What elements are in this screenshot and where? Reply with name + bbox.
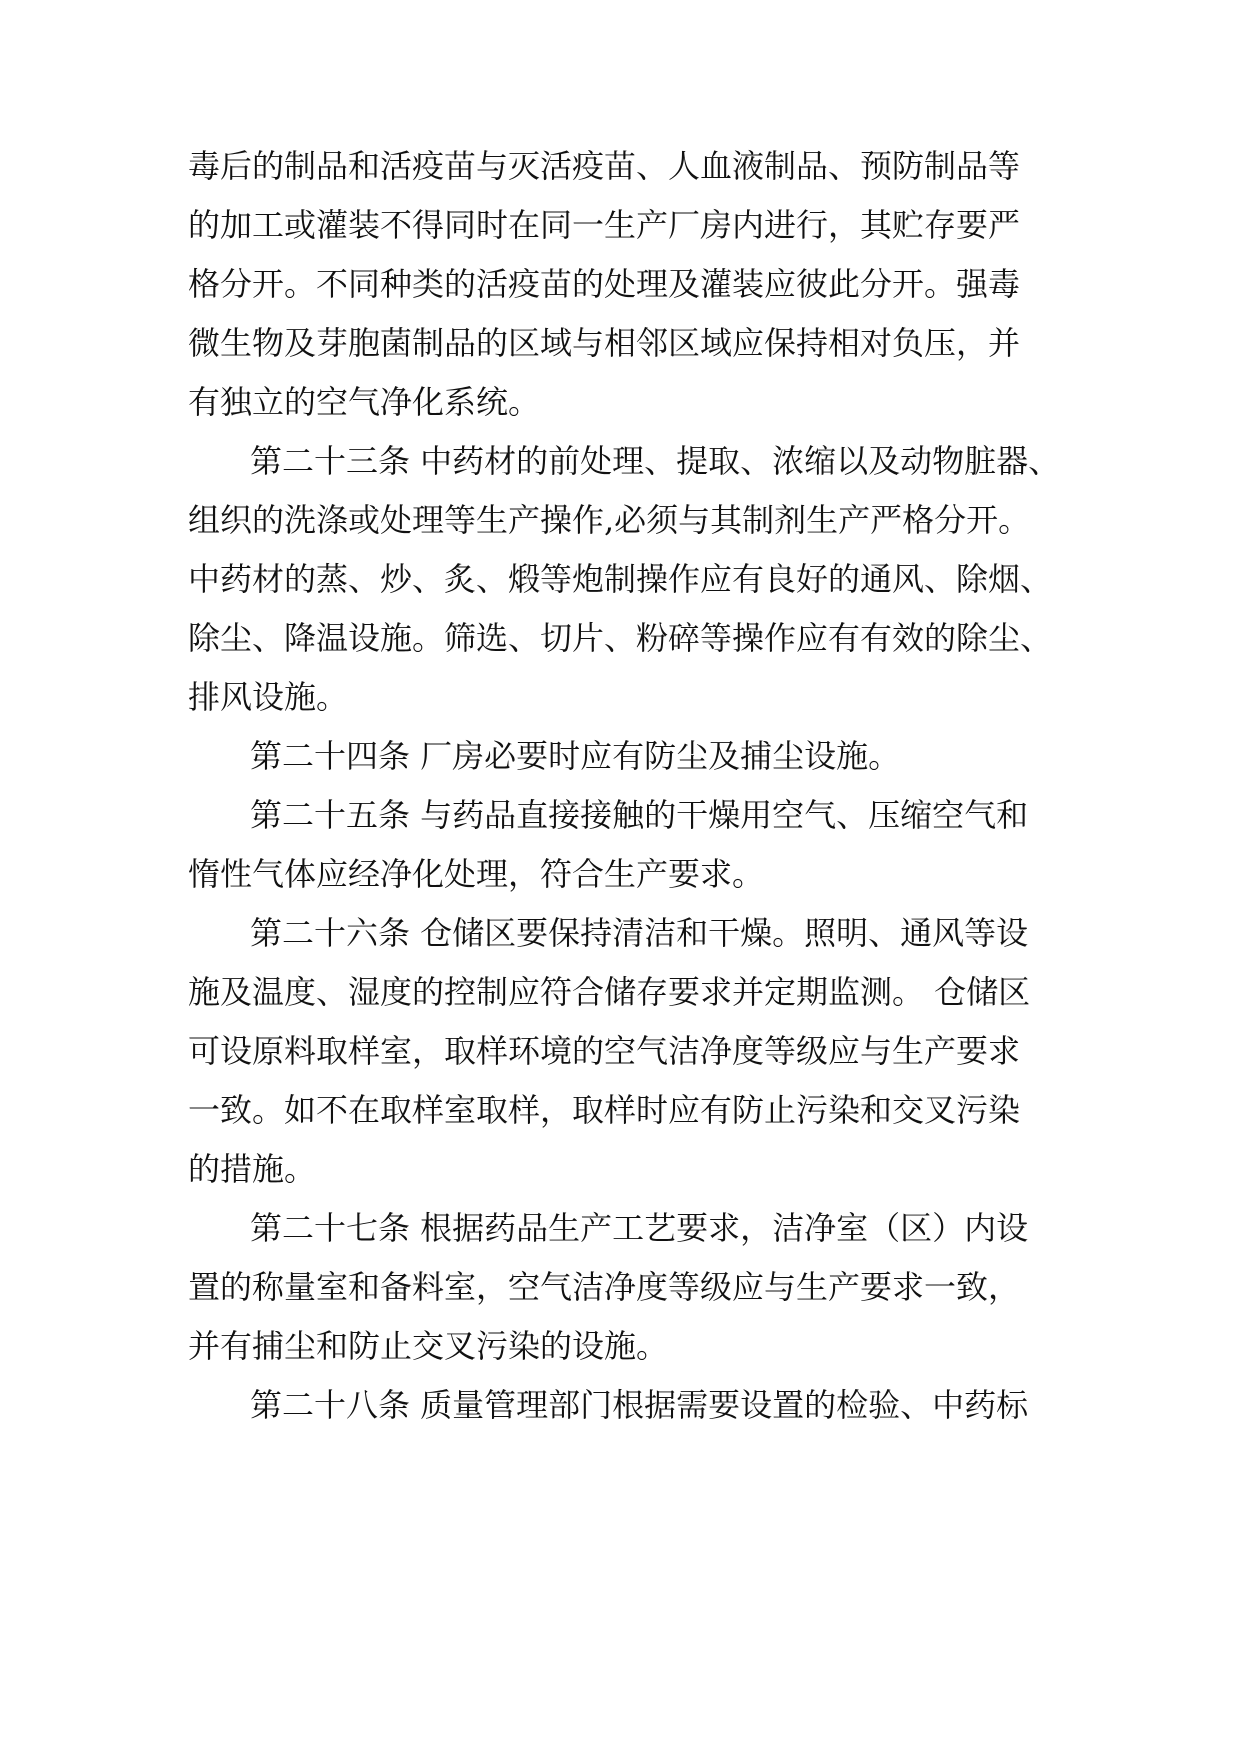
text-line: 毒后的制品和活疫苗与灭活疫苗、人血液制品、预防制品等 — [188, 147, 1021, 185]
text-line: 的措施。 — [188, 1150, 317, 1188]
text-line: 组织的洗涤或处理等生产操作,必须与其制剂生产严格分开。 — [188, 501, 1031, 539]
article-27-start: 第二十七条 根据药品生产工艺要求，洁净室（区）内设 — [250, 1209, 1029, 1247]
text-line: 一致。如不在取样室取样，取样时应有防止污染和交叉污染 — [188, 1091, 1021, 1129]
text-line: 惰性气体应经净化处理，符合生产要求。 — [188, 855, 765, 893]
text-line: 可设原料取样室，取样环境的空气洁净度等级应与生产要求 — [188, 1032, 1021, 1070]
text-line: 格分开。不同种类的活疫苗的处理及灌装应彼此分开。强毒 — [188, 265, 1021, 303]
text-line: 的加工或灌装不得同时在同一生产厂房内进行，其贮存要严 — [188, 206, 1021, 244]
text-line: 施及温度、湿度的控制应符合储存要求并定期监测。 仓储区 — [188, 973, 1031, 1011]
text-line: 微生物及芽胞菌制品的区域与相邻区域应保持相对负压，并 — [188, 324, 1021, 362]
article-24: 第二十四条 厂房必要时应有防尘及捕尘设施。 — [250, 737, 901, 775]
article-26-start: 第二十六条 仓储区要保持清洁和干燥。照明、通风等设 — [250, 914, 1029, 952]
text-line: 并有捕尘和防止交叉污染的设施。 — [188, 1327, 669, 1365]
text-line: 除尘、降温设施。筛选、切片、粉碎等操作应有有效的除尘、 — [188, 619, 1053, 657]
text-line: 排风设施。 — [188, 678, 349, 716]
text-line: 置的称量室和备料室，空气洁净度等级应与生产要求一致， — [188, 1268, 1021, 1306]
text-line: 有独立的空气净化系统。 — [188, 383, 541, 421]
article-25-start: 第二十五条 与药品直接接触的干燥用空气、压缩空气和 — [250, 796, 1029, 834]
document-body — [188, 0, 1061, 1754]
article-23-start: 第二十三条 中药材的前处理、提取、浓缩以及动物脏器、 — [250, 442, 1061, 480]
text-line: 中药材的蒸、炒、炙、煅等炮制操作应有良好的通风、除烟、 — [188, 560, 1053, 598]
article-28-start: 第二十八条 质量管理部门根据需要设置的检验、中药标 — [250, 1386, 1029, 1424]
